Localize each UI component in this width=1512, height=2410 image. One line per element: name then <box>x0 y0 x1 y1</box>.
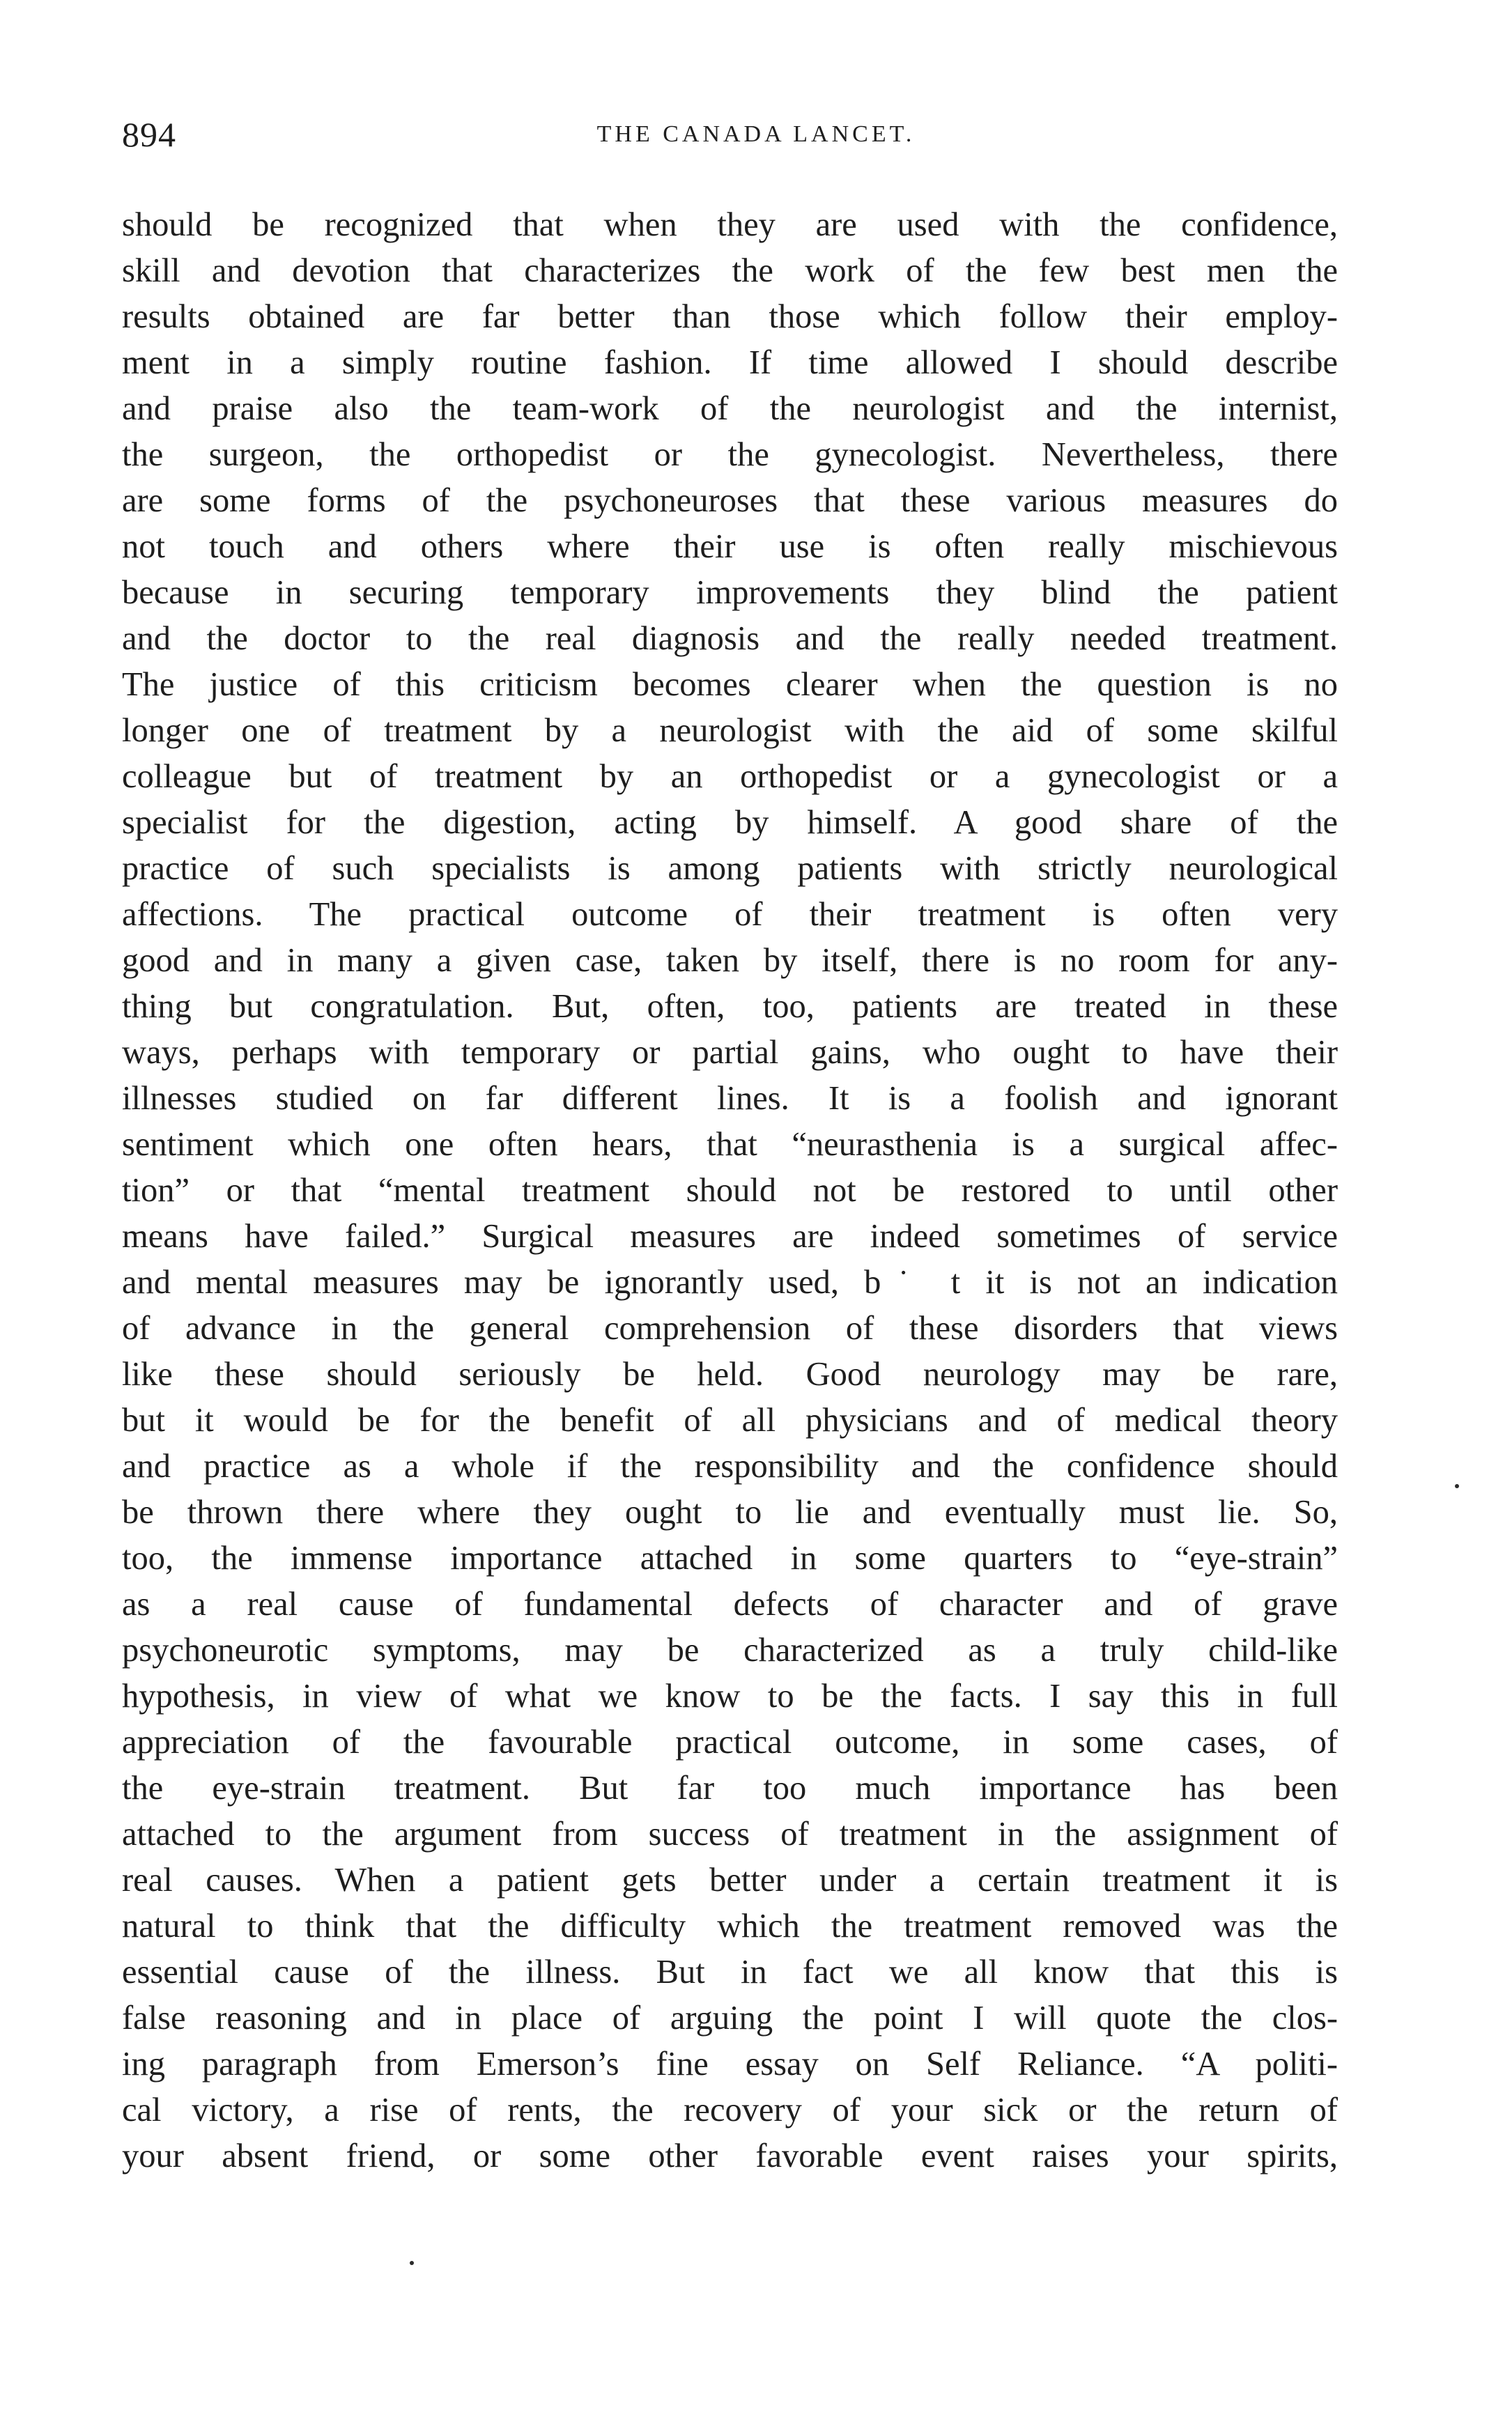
text-line: but it would be for the benefit of all physicians and of medical theory <box>122 1402 1338 1439</box>
text-line: be thrown there where they ought to lie and eventually must lie. So, <box>122 1494 1338 1531</box>
text-line: natural to think that the difficulty which the treatment removed was the <box>122 1908 1338 1945</box>
text-line: the surgeon, the orthopedist or the gynecologist. Nevertheless, there <box>122 436 1338 473</box>
text-line: thing but congratulation. But, often, too, patients are treated in these <box>122 988 1338 1025</box>
print-speck <box>1455 1484 1459 1488</box>
text-line: ways, perhaps with temporary or partial gains, who ought to have their <box>122 1034 1338 1071</box>
text-line: attached to the argument from success of treatment in the assignment of <box>122 1816 1338 1853</box>
text-line: the eye-strain treatment. But far too much importance has been <box>122 1770 1338 1807</box>
text-line: practice of such specialists is among patients with strictly neurological <box>122 850 1338 887</box>
running-title: THE CANADA LANCET. <box>596 121 916 147</box>
text-line: and practice as a whole if the responsibility and the confidence should <box>122 1448 1338 1485</box>
text-line: psychoneurotic symptoms, may be characterized as a truly child-like <box>122 1632 1338 1669</box>
text-line: of advance in the general comprehension of these disorders that views <box>122 1310 1338 1347</box>
text-line: as a real cause of fundamental defects of character and of grave <box>122 1586 1338 1623</box>
text-line: not touch and others where their use is often really mischievous <box>122 528 1338 565</box>
text-line: colleague but of treatment by an orthopedist or a gynecologist or a <box>122 758 1338 795</box>
text-line: too, the immense importance attached in some quarters to “eye-strain” <box>122 1540 1338 1577</box>
text-line: and mental measures may be ignorantly used, b˙ t it is not an indication <box>122 1264 1338 1301</box>
text-line: ing paragraph from Emerson’s fine essay on Self Reliance. “A politi- <box>122 2046 1338 2083</box>
text-line: cal victory, a rise of rents, the recovery of your sick or the return of <box>122 2092 1338 2129</box>
text-line: skill and devotion that characterizes the work of the few best men the <box>122 252 1338 289</box>
text-line: tion” or that “mental treatment should not be restored to until other <box>122 1172 1338 1209</box>
text-line: results obtained are far better than those which follow their employ- <box>122 298 1338 335</box>
text-line: ment in a simply routine fashion. If time allowed I should describe <box>122 344 1338 381</box>
text-line: real causes. When a patient gets better under a certain treatment it is <box>122 1862 1338 1899</box>
text-line: appreciation of the favourable practical outcome, in some cases, of <box>122 1724 1338 1761</box>
text-line: The justice of this criticism becomes clearer when the question is no <box>122 666 1338 703</box>
text-line: should be recognized that when they are used with the confidence, <box>122 206 1338 243</box>
print-speck <box>410 2261 414 2265</box>
text-line: affections. The practical outcome of their treatment is often very <box>122 896 1338 933</box>
text-line: specialist for the digestion, acting by himself. A good share of the <box>122 804 1338 841</box>
text-line: longer one of treatment by a neurologist with the aid of some skilful <box>122 712 1338 749</box>
text-line: hypothesis, in view of what we know to be the facts. I say this in full <box>122 1678 1338 1715</box>
text-line: because in securing temporary improvements they blind the patient <box>122 574 1338 611</box>
text-line: means have failed.” Surgical measures are indeed sometimes of service <box>122 1218 1338 1255</box>
text-line: are some forms of the psychoneuroses that these various measures do <box>122 482 1338 519</box>
text-line: like these should seriously be held. Good neurology may be rare, <box>122 1356 1338 1393</box>
text-line: good and in many a given case, taken by itself, there is no room for any- <box>122 942 1338 979</box>
text-line: and praise also the team-work of the neurologist and the internist, <box>122 390 1338 427</box>
page-number: 894 <box>122 115 176 154</box>
text-line: and the doctor to the real diagnosis and the really needed treatment. <box>122 620 1338 657</box>
text-line: sentiment which one often hears, that “neurasthenia is a surgical affec- <box>122 1126 1338 1163</box>
text-line: false reasoning and in place of arguing the point I will quote the clos- <box>122 2000 1338 2037</box>
text-line: essential cause of the illness. But in fact we all know that this is <box>122 1954 1338 1991</box>
body-text <box>122 202 1338 2179</box>
text-line: illnesses studied on far different lines. It is a foolish and ignorant <box>122 1080 1338 1117</box>
text-line: your absent friend, or some other favorable event raises your spirits, <box>122 2138 1338 2175</box>
